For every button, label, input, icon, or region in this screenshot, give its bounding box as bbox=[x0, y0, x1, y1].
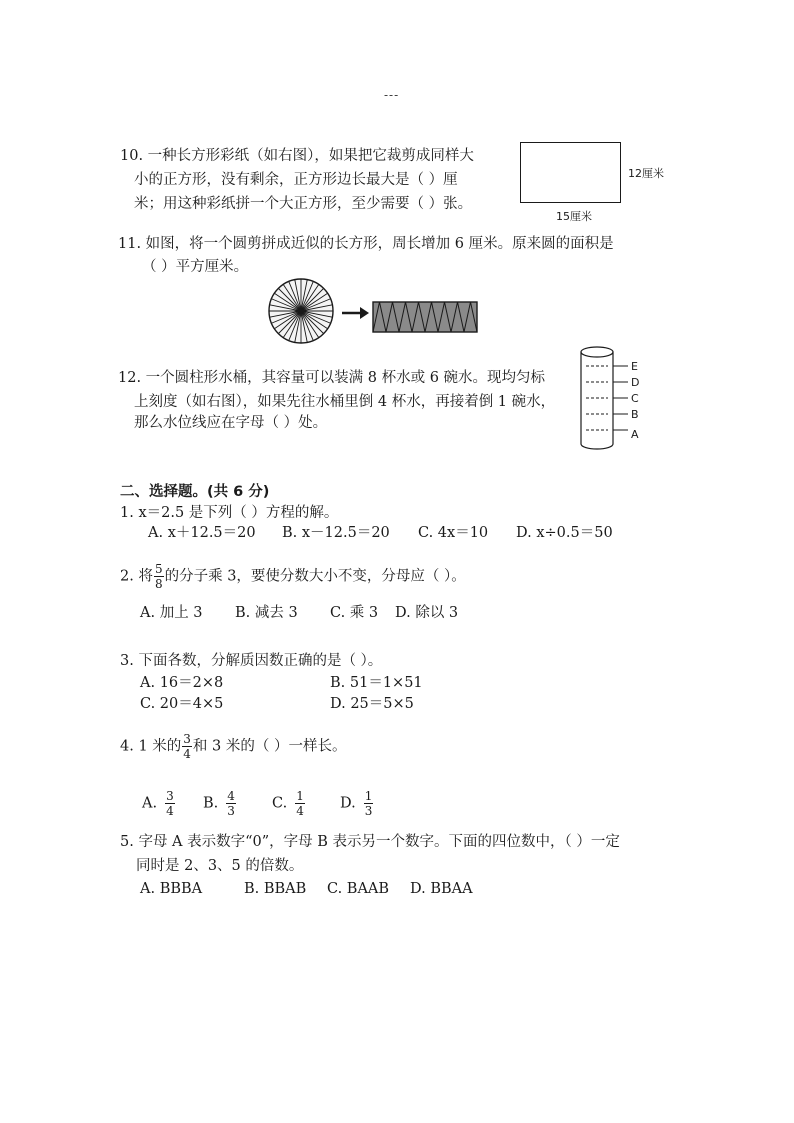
q12-line2: 上刻度（如右图），如果先往水桶里倒 4 杯水，再接着倒 1 碗水， bbox=[134, 394, 556, 410]
q10-rectangle-figure bbox=[520, 142, 621, 203]
q12-mark-label-e: E bbox=[631, 360, 638, 373]
s2-q2-option-a: A. 加上 3 bbox=[140, 605, 203, 621]
q10-line2: 小的正方形，没有剩余，正方形边长最大是（ ）厘 bbox=[134, 172, 458, 188]
q11-circle-figure bbox=[269, 279, 333, 343]
q11-rectangle-figure bbox=[373, 302, 477, 332]
s2-q4-option-d: D. $\frac{1}{3}$ bbox=[340, 789, 373, 818]
s2-q5-line2: 同时是 2、3、5 的倍数。 bbox=[136, 858, 304, 874]
q12-line3: 那么水位线应在字母（ ）处。 bbox=[134, 415, 328, 431]
s2-q3-option-c: C. 20＝4×5 bbox=[140, 696, 224, 712]
s2-q3-option-d: D. 25＝5×5 bbox=[330, 696, 414, 712]
s2-q4-suffix: 和 3 米的（ ）一样长。 bbox=[192, 738, 347, 755]
s2-q5-line1: 5. 字母 A 表示数字“0”，字母 B 表示另一个数字。下面的四位数中，（ ）一定 bbox=[120, 834, 620, 850]
s2-q2-fraction: $\frac{5}{8}$ bbox=[154, 562, 163, 591]
s2-q4-option-b: B. $\frac{4}{3}$ bbox=[203, 789, 235, 818]
s2-q2-option-d: D. 除以 3 bbox=[395, 605, 459, 621]
s2-q4-stem bbox=[120, 733, 346, 760]
s2-q4-fraction: $\frac{3}{4}$ bbox=[183, 732, 191, 761]
s2-q1-option-a: A. x＋12.5＝20 bbox=[148, 525, 256, 541]
q11-line1: 11. 如图，将一个圆剪拼成近似的长方形，周长增加 6 厘米。原来圆的面积是 bbox=[118, 236, 614, 252]
q12-mark-label-d: D bbox=[631, 376, 640, 389]
s2-q2-suffix: 的分子乘 3，要使分数大小不变，分母应（ ）。 bbox=[164, 568, 466, 585]
q10-line3: 米；用这种彩纸拼一个大正方形，至少需要（ ）张。 bbox=[134, 196, 473, 212]
q12-mark-label-c: C bbox=[631, 392, 639, 405]
s2-q5-option-d: D. BBAA bbox=[410, 881, 473, 897]
arrow-icon bbox=[342, 307, 369, 319]
s2-q4-option-c: C. $\frac{1}{4}$ bbox=[272, 789, 304, 818]
page-header-mark: --- bbox=[384, 88, 400, 102]
s2-q2-prefix: 2. 将 bbox=[120, 568, 153, 585]
q11-circle-to-rectangle-figure bbox=[266, 276, 486, 346]
q12-mark-label-b: B bbox=[631, 408, 639, 421]
s2-q1-option-c: C. 4x＝10 bbox=[418, 525, 489, 541]
q12-scale-mark-b bbox=[586, 408, 639, 421]
s2-q5-option-c: C. BAAB bbox=[327, 881, 390, 897]
s2-q4-option-a: A. $\frac{3}{4}$ bbox=[142, 789, 174, 818]
s2-q3-option-a: A. 16＝2×8 bbox=[140, 675, 224, 691]
section2-title: 二、选择题。(共 6 分) bbox=[120, 484, 270, 500]
q10-width-label: 15厘米 bbox=[556, 210, 592, 223]
s2-q3-stem: 3. 下面各数，分解质因数正确的是（ ）。 bbox=[120, 653, 383, 669]
s2-q3-option-b: B. 51＝1×51 bbox=[330, 675, 423, 691]
s2-q1-stem: 1. x＝2.5 是下列（ ）方程的解。 bbox=[120, 505, 339, 521]
q10-height-label: 12厘米 bbox=[628, 167, 664, 180]
s2-q2-option-b: B. 减去 3 bbox=[235, 605, 298, 621]
s2-q2-stem bbox=[120, 563, 466, 590]
q12-scale-mark-e bbox=[586, 360, 638, 373]
s2-q5-option-b: B. BBAB bbox=[244, 881, 307, 897]
s2-q1-option-b: B. x－12.5＝20 bbox=[282, 525, 390, 541]
q12-mark-label-a: A bbox=[631, 428, 639, 441]
q12-cylinder-figure bbox=[578, 344, 650, 454]
s2-q5-option-a: A. BBBA bbox=[140, 881, 203, 897]
s2-q4-prefix: 4. 1 米的 bbox=[120, 738, 182, 755]
s2-q1-option-d: D. x÷0.5＝50 bbox=[516, 525, 613, 541]
q10-line1: 10. 一种长方形彩纸（如右图），如果把它裁剪成同样大 bbox=[120, 148, 474, 164]
q11-line2: （ ）平方厘米。 bbox=[142, 259, 249, 275]
s2-q2-option-c: C. 乘 3 bbox=[330, 605, 379, 621]
q12-line1: 12. 一个圆柱形水桶，其容量可以装满 8 杯水或 6 碗水。现均匀标 bbox=[118, 370, 546, 386]
